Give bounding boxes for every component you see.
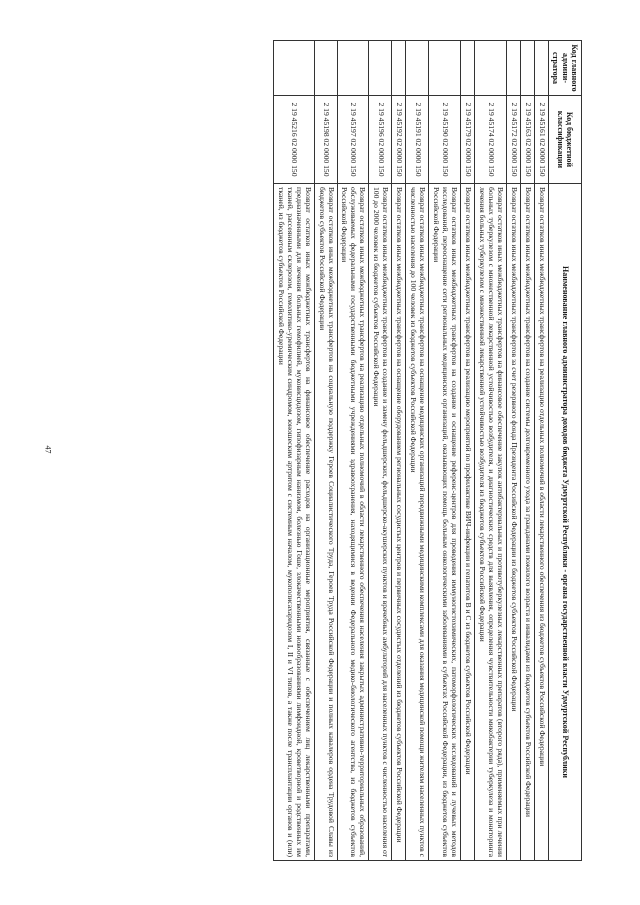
table-row [474, 41, 506, 861]
header-budget-code: Код бюджетной классификации [548, 96, 581, 184]
table-row [534, 41, 548, 861]
cell-budget-code: 2 19 45172 02 0000 150 [506, 96, 520, 184]
table-row [429, 41, 461, 861]
cell-budget-code: 2 19 45161 02 0000 150 [534, 96, 548, 184]
cell-name: Возврат остатков иных межбюджетных трансфертов на социальную поддержку Героев Социалистического Труда, Героев Труда Российской Федерации и полных кавалеров ордена Трудовой Славы из бюджетов субъектов Российской Федерации [314, 184, 337, 861]
table-row [520, 41, 534, 861]
cell-admin-code [534, 41, 548, 96]
cell-budget-code: 2 19 45196 02 0000 150 [369, 96, 392, 184]
cell-name: Возврат остатков иных межбюджетных трансфертов на финансовое обеспечение закупок антибактериальных и противотуберкулезных лекарственных препаратов (второго ряда), применяемых при лечении больных туберкулезом с множественной лекарственной устойчивостью возбудителя, и диагностических средств для выявления, определения чувствительности микобактерии туберкулеза и мониторинга лечения больных туберкулезом с множественной лекарственной устойчивостью возбудителя из бюджетов субъектов Российской Федерации [474, 184, 506, 861]
cell-admin-code [474, 41, 506, 96]
cell-budget-code: 2 19 45198 02 0000 150 [314, 96, 337, 184]
table-row [369, 41, 392, 861]
table-row [314, 41, 337, 861]
table-row [337, 41, 369, 861]
header-name: Наименование главного администратора доходов бюджета Удмуртской Республики - органа государственной власти Удмуртской Республики [548, 184, 581, 861]
table-row [273, 41, 314, 861]
cell-admin-code [506, 41, 520, 96]
cell-name: Возврат остатков иных межбюджетных трансфертов на оснащение оборудованием региональных сосудистых центров и первичных сосудистых отделений из бюджетов субъектов Российской Федерации [392, 184, 406, 861]
rotated-table-container [62, 40, 582, 860]
cell-name: Возврат остатков иных межбюджетных трансфертов на создание и оснащение референс-центров для проведения иммуногистохимических, патоморфологических исследований и лучевых методов исследований, переоснащение сети региональных медицинских организаций, оказывающих помощь больным онкологическими заболеваниями в субъектах Российской Федерации, из бюджетов субъектов Российской Федерации [429, 184, 461, 861]
cell-admin-code [429, 41, 461, 96]
cell-name: Возврат остатков иных межбюджетных трансфертов за счет резервного фонда Президента Российской Федерации из бюджетов субъектов Российской Федерации [506, 184, 520, 861]
table-row [406, 41, 429, 861]
cell-budget-code: 2 19 45163 02 0000 150 [520, 96, 534, 184]
cell-name: Возврат остатков иных межбюджетных трансфертов на создание системы долговременного ухода за гражданами пожилого возраста и инвалидами из бюджетов субъектов Российской Федерации [520, 184, 534, 861]
cell-admin-code [314, 41, 337, 96]
cell-name: Возврат остатков иных межбюджетных трансфертов на финансовое обеспечение расходов на организационные мероприятия, связанные с обеспечением лиц лекарственными препаратами, предназначенными для лечения больных гемофилией, муковисцидозом, гипофизарным нанизмом, болезнью Гоше, злокачественными новообразованиями лимфоидной, кроветворной и родственных им тканей, рассеянным склерозом, гемолитико-уремическим синдромом, юношеским артритом с системным началом, мукополисахаридозом I, II и VI типов, а также после трансплантации органов и (или) тканей, из бюджетов субъектов Российской Федерации [273, 184, 314, 861]
cell-admin-code [406, 41, 429, 96]
table-row [392, 41, 406, 861]
table-row [506, 41, 520, 861]
cell-name: Возврат остатков иных межбюджетных трансфертов на создание и замену фельдшерских, фельдшерско-акушерских пунктов и врачебных амбулаторий для населенных пунктов с численностью населения от 100 до 2000 человек из бюджетов субъектов Российской Федерации [369, 184, 392, 861]
cell-budget-code: 2 19 45216 02 0000 150 [273, 96, 314, 184]
cell-name: Возврат остатков иных межбюджетных трансфертов на реализацию отдельных полномочий в области лекарственного обеспечения из бюджетов субъектов Российской Федерации [534, 184, 548, 861]
cell-admin-code [369, 41, 392, 96]
table-row [461, 41, 475, 861]
revenue-table [273, 40, 582, 861]
cell-budget-code: 2 19 45190 02 0000 150 [429, 96, 461, 184]
page-number: 47 [43, 445, 53, 454]
cell-budget-code: 2 19 45197 02 0000 150 [337, 96, 369, 184]
cell-budget-code: 2 19 45192 02 0000 150 [392, 96, 406, 184]
cell-name: Возврат остатков иных межбюджетных трансфертов на реализацию отдельных полномочий в области лекарственного обеспечения населения закрытых административно-территориальных образований, обслуживаемых федеральными государственными бюджетными учреждениями здравоохранения, находящимися в ведении Федерального медико-биологического агентства, из бюджетов субъектов Российской Федерации [337, 184, 369, 861]
table-header-row [548, 41, 581, 861]
header-admin-code: Код главного админи-стратора [548, 41, 581, 96]
cell-admin-code [520, 41, 534, 96]
cell-admin-code [273, 41, 314, 96]
cell-name: Возврат остатков иных межбюджетных трансфертов на оснащение медицинских организаций передвижными медицинскими комплексами для оказания медицинской помощи жителям населенных пунктов с численностью населения до 100 человек из бюджетов субъектов Российской Федерации [406, 184, 429, 861]
cell-admin-code [337, 41, 369, 96]
cell-budget-code: 2 19 45191 02 0000 150 [406, 96, 429, 184]
cell-name: Возврат остатков иных межбюджетных трансфертов на реализацию мероприятий по профилактике ВИЧ-инфекции и гепатитов B и C из бюджетов субъектов Российской Федерации [461, 184, 475, 861]
cell-budget-code: 2 19 45174 02 0000 150 [474, 96, 506, 184]
cell-budget-code: 2 19 45179 02 0000 150 [461, 96, 475, 184]
cell-admin-code [461, 41, 475, 96]
cell-admin-code [392, 41, 406, 96]
